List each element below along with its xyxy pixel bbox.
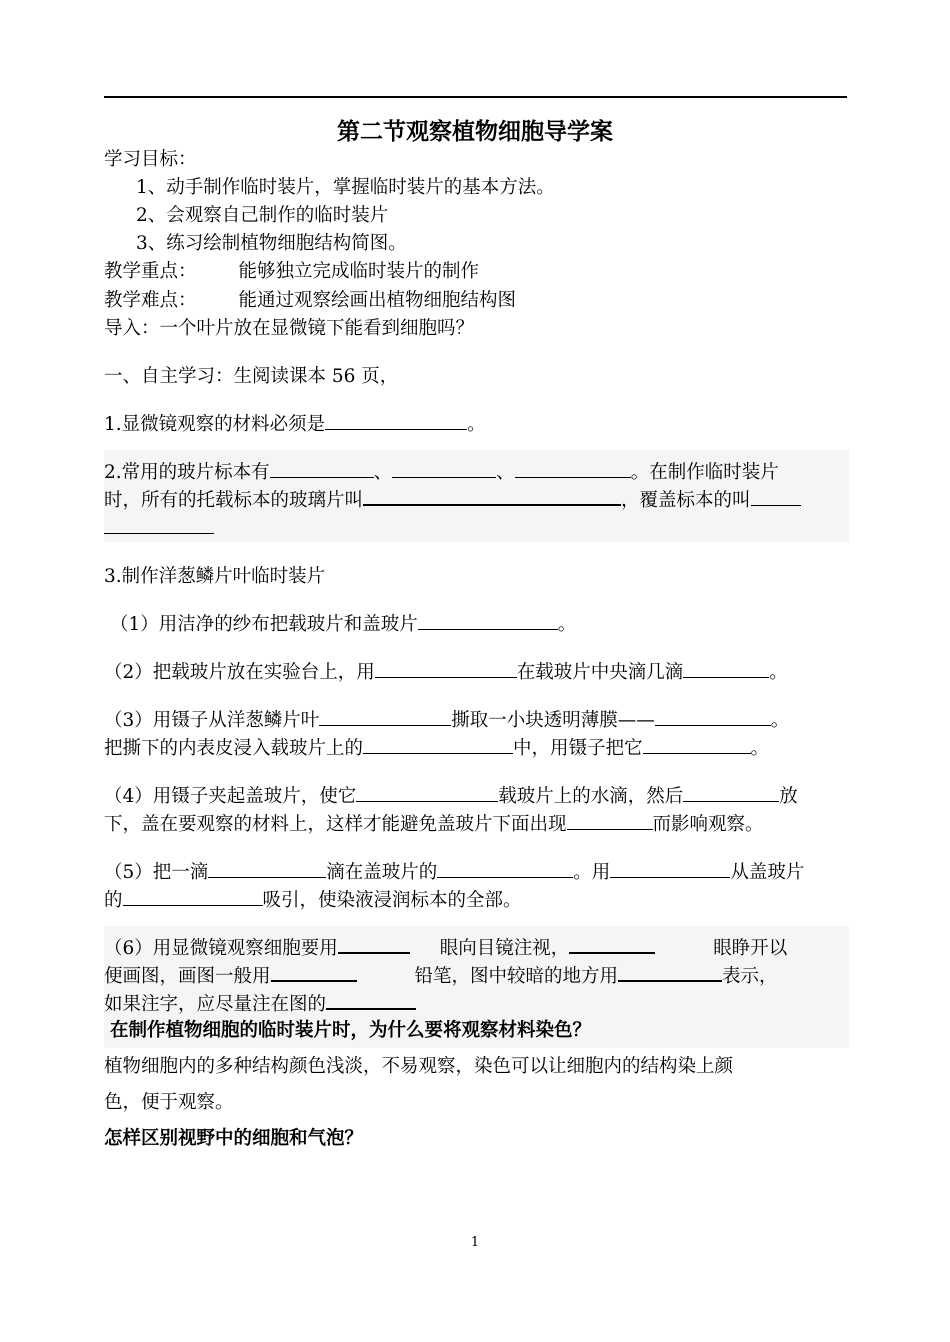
qa-question-staining: 在制作植物细胞的临时装片时，为什么要将观察材料染色？: [110, 1020, 592, 1041]
fill-blank[interactable]: [319, 707, 451, 726]
question-text: ，覆盖标本的叫: [621, 490, 751, 511]
objectives-heading: 学习目标：: [104, 149, 197, 170]
step-text: 。: [769, 662, 788, 683]
fill-blank[interactable]: [104, 515, 214, 534]
step-text: 便画图，画图一般用: [104, 966, 271, 987]
step-text: 吸引，使染液浸润标本的全部。: [262, 890, 522, 911]
fill-blank[interactable]: [270, 459, 374, 478]
fill-blank[interactable]: [643, 735, 751, 754]
step-text: （5）把一滴: [104, 862, 209, 883]
objective-item: 3、练习绘制植物细胞结构简图。: [136, 233, 407, 254]
intro-line: 导入：一个叶片放在显微镜下能看到细胞吗？: [104, 318, 475, 339]
step-text: 铅笔，图中较暗的地方用: [414, 966, 619, 987]
step-text: （6）用显微镜观察细胞要用: [104, 938, 338, 959]
qa-answer-line: 植物细胞内的多种结构颜色浅淡，不易观察，染色可以让细胞内的结构染上颜: [104, 1056, 734, 1077]
step-5-line-2: [104, 886, 849, 915]
fill-blank[interactable]: [363, 735, 513, 754]
fill-blank[interactable]: [567, 811, 653, 830]
question-2-line-3: [104, 514, 849, 543]
question-2-line-2: [104, 486, 849, 515]
question-text: 时，所有的托载标本的玻璃片叫: [104, 490, 364, 511]
step-3-line-1: [104, 706, 849, 735]
step-text: 从盖玻片: [730, 862, 805, 883]
step-text: 的: [104, 890, 123, 911]
fill-blank[interactable]: [392, 459, 496, 478]
question-1: [104, 410, 849, 439]
step-text: 滴在盖玻片的: [326, 862, 438, 883]
step-6-line-1: [104, 934, 849, 963]
step-text: 。用: [573, 862, 611, 883]
fill-blank[interactable]: [437, 859, 573, 878]
header-rule: [104, 96, 847, 98]
fill-blank[interactable]: [375, 659, 517, 678]
page-number: 1: [470, 1235, 480, 1250]
qa-question-bubbles: 怎样区别视野中的细胞和气泡？: [104, 1128, 364, 1149]
question-3-title: 3.制作洋葱鳞片叶临时装片: [104, 566, 326, 587]
fill-blank[interactable]: [123, 887, 263, 906]
step-1: [110, 610, 855, 639]
step-text: 而影响观察。: [652, 814, 764, 835]
step-text: 眼睁开以: [713, 938, 788, 959]
fill-blank[interactable]: [363, 486, 621, 506]
step-6-line-3: [104, 990, 849, 1019]
step-text: （3）用镊子从洋葱鳞片叶: [104, 710, 320, 731]
question-text: 2.常用的玻片标本有: [104, 462, 270, 483]
fill-blank[interactable]: [610, 859, 730, 878]
question-text: 。: [467, 414, 486, 435]
question-text: 1.显微镜观察的材料必须是: [104, 414, 326, 435]
objective-item: 1、动手制作临时装片，掌握临时装片的基本方法。: [136, 177, 555, 198]
qa-answer-line: 色，便于观察。: [104, 1092, 234, 1113]
question-text: 、: [373, 462, 393, 483]
difficulty-row: [104, 286, 849, 315]
objective-item: 2、会观察自己制作的临时装片: [136, 205, 389, 226]
step-text: 。: [750, 738, 770, 759]
step-text: 载玻片上的水滴，然后: [498, 786, 684, 807]
question-2-line-1: [104, 458, 849, 487]
fill-blank[interactable]: [326, 990, 416, 1010]
step-text: 在载玻片中央滴几滴: [516, 662, 684, 683]
question-text: 、: [496, 462, 515, 483]
fill-blank[interactable]: [683, 783, 779, 802]
difficulty-label: 教学难点：: [104, 290, 197, 311]
fill-blank[interactable]: [618, 962, 722, 982]
step-text: （1）用洁净的纱布把载玻片和盖玻片: [110, 614, 418, 635]
fill-blank[interactable]: [325, 411, 467, 430]
step-text: （2）把载玻片放在实验台上，用: [104, 662, 375, 683]
fill-blank[interactable]: [356, 783, 498, 802]
fill-blank[interactable]: [683, 659, 769, 678]
key-point-row: [104, 257, 849, 286]
fill-blank[interactable]: [569, 934, 655, 954]
step-2: [104, 658, 849, 687]
step-text: 表示，: [722, 966, 778, 987]
step-6-line-2: [104, 962, 849, 991]
section-heading: 一、自主学习：生阅读课本 56 页，: [104, 366, 399, 387]
question-text: 。在制作临时装片: [630, 462, 779, 483]
page-title: 第二节观察植物细胞导学案: [337, 119, 613, 145]
fill-blank[interactable]: [208, 859, 326, 878]
step-text: 下，盖在要观察的材料上，这样才能避免盖玻片下面出现: [104, 814, 567, 835]
step-text: 放: [779, 786, 798, 807]
fill-blank[interactable]: [418, 611, 558, 630]
step-text: （4）用镊子夹起盖玻片，使它: [104, 786, 357, 807]
fill-blank[interactable]: [515, 459, 631, 478]
step-4-line-1: [104, 782, 849, 811]
step-text: 。: [557, 614, 577, 635]
step-text: 中，用镊子把它: [513, 738, 643, 759]
step-5-line-1: [104, 858, 849, 887]
fill-blank[interactable]: [655, 707, 771, 726]
fill-blank[interactable]: [338, 934, 410, 954]
step-3-line-2: [104, 734, 849, 763]
key-point-text: 能够独立完成临时装片的制作: [238, 261, 480, 282]
fill-blank[interactable]: [271, 962, 357, 982]
step-4-line-2: [104, 810, 849, 839]
step-text: 。: [770, 710, 790, 731]
step-text: 把撕下的内表皮浸入载玻片上的: [104, 738, 364, 759]
key-point-label: 教学重点：: [104, 261, 197, 282]
fill-blank[interactable]: [751, 487, 801, 506]
step-text: 如果注字，应尽量注在图的: [104, 994, 327, 1015]
step-text: 撕取一小块透明薄膜——: [451, 710, 655, 731]
step-text: 眼向目镜注视，: [439, 938, 570, 959]
difficulty-text: 能通过观察绘画出植物细胞结构图: [238, 290, 517, 311]
